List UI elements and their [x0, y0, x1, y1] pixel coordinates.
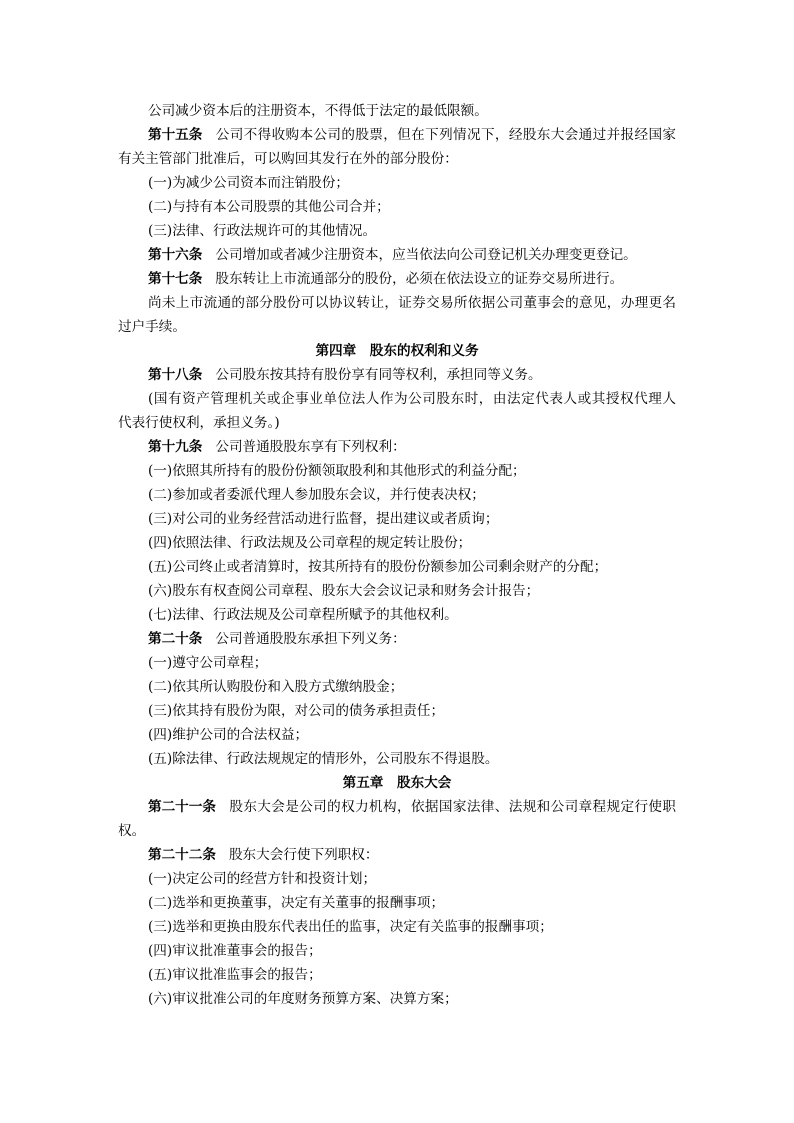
list-item: (三)对公司的业务经营活动进行监督，提出建议或者质询； — [148, 511, 499, 527]
list-item: (一)遵守公司章程； — [148, 655, 268, 671]
list-item: (二)依其所认购股份和入股方式缴纳股金； — [148, 679, 404, 695]
article-label: 第十七条 — [148, 271, 203, 287]
article-text: 公司不得收购本公司的股票，但在下列情况下，经股东大会通过并报经国家 — [215, 127, 676, 143]
list-item: (三)选举和更换由股东代表出任的监事，决定有关监事的报酬事项； — [148, 919, 553, 935]
article-first-line — [118, 123, 676, 147]
list-item: (七)法律、行政法规及公司章程所赋予的其他权利。 — [148, 607, 458, 623]
article-15 — [118, 123, 676, 171]
list-item: (二)参加或者委派代理人参加股东会议，并行使表决权； — [148, 487, 485, 503]
list-item: (五)审议批准监事会的报告； — [148, 967, 322, 983]
list-item: (六)股东有权查阅公司章程、股东大会会议记录和财务会计报告； — [148, 583, 540, 599]
article-first-line — [118, 795, 676, 819]
chapter-heading: 第五章 股东大会 — [342, 775, 452, 791]
list-item: (三)依其持有股份为限，对公司的债务承担责任； — [148, 703, 445, 719]
article-label: 第二十一条 — [148, 799, 216, 815]
paragraph: 公司减少资本后的注册资本，不得低于法定的最低限额。 — [148, 103, 488, 119]
list-item: (四)审议批准董事会的报告； — [148, 943, 322, 959]
article-label: 第十九条 — [148, 439, 203, 455]
article-label: 第十五条 — [148, 127, 203, 143]
article-label: 第二十二条 — [148, 847, 216, 863]
article-text: 公司增加或者减少注册资本，应当依法向公司登记机关办理变更登记。 — [215, 247, 637, 263]
paragraph-text-continued: 过户手续。 — [118, 319, 186, 335]
list-item: (一)依照其所持有的股份份额领取股利和其他形式的利益分配； — [148, 463, 526, 479]
list-item: (四)依照法律、行政法规及公司章程的规定转让股份； — [148, 535, 472, 551]
document-body — [118, 99, 676, 1011]
article-text-continued: 有关主管部门批准后，可以购回其发行在外的部分股份： — [118, 151, 458, 167]
article-text: 股东转让上市流通部分的股份，必须在依法设立的证券交易所进行。 — [215, 271, 624, 287]
list-item: (六)审议批准公司的年度财务预算方案、决算方案； — [148, 991, 458, 1007]
paragraph-unlisted-shares — [118, 291, 676, 339]
paragraph-note — [118, 387, 676, 435]
article-18 — [118, 363, 676, 387]
article-text: 股东大会是公司的权力机构，依据国家法律、法规和公司章程规定行使职 — [228, 799, 676, 815]
article-text: 公司股东按其持有股份享有同等权利，承担同等义务。 — [215, 367, 542, 383]
article-label: 第十六条 — [148, 247, 203, 263]
article-text-continued: 权。 — [118, 823, 146, 839]
list-item: (五)公司终止或者清算时，按其所持有的股份份额参加公司剩余财产的分配； — [148, 559, 608, 575]
article-text: 公司普通股股东承担下列义务： — [215, 631, 406, 647]
list-item: (一)决定公司的经营方针和投资计划； — [148, 871, 377, 887]
list-item: (一)为减少公司资本而注销股份； — [148, 175, 349, 191]
chapter-heading: 第四章 股东的权利和义务 — [315, 343, 479, 359]
list-item: (二)选举和更换董事，决定有关董事的报酬事项； — [148, 895, 445, 911]
article-text: 股东大会行使下列职权： — [228, 847, 379, 863]
paragraph-first-line: (国有资产管理机关或企事业单位法人作为公司股东时，由法定代表人或其授权代理人 — [148, 391, 676, 407]
article-label: 第十八条 — [148, 367, 203, 383]
article-text: 公司普通股股东享有下列权利： — [215, 439, 406, 455]
list-item: (四)维护公司的合法权益； — [148, 727, 309, 743]
paragraph-text-continued: 代表行使权利，承担义务。) — [118, 415, 280, 431]
list-item: (二)与持有本公司股票的其他公司合并； — [148, 199, 390, 215]
article-21 — [118, 795, 676, 843]
article-22 — [118, 843, 676, 867]
article-16 — [118, 243, 676, 267]
paragraph-first-line: 尚未上市流通的部分股份可以协议转让，证券交易所依据公司董事会的意见，办理更名 — [148, 295, 676, 311]
list-item: (三)法律、行政法规许可的其他情况。 — [148, 223, 377, 239]
article-17 — [118, 267, 676, 291]
article-20 — [118, 627, 676, 651]
article-19 — [118, 435, 676, 459]
article-label: 第二十条 — [148, 631, 203, 647]
list-item: (五)除法律、行政法规规定的情形外，公司股东不得退股。 — [148, 751, 499, 767]
